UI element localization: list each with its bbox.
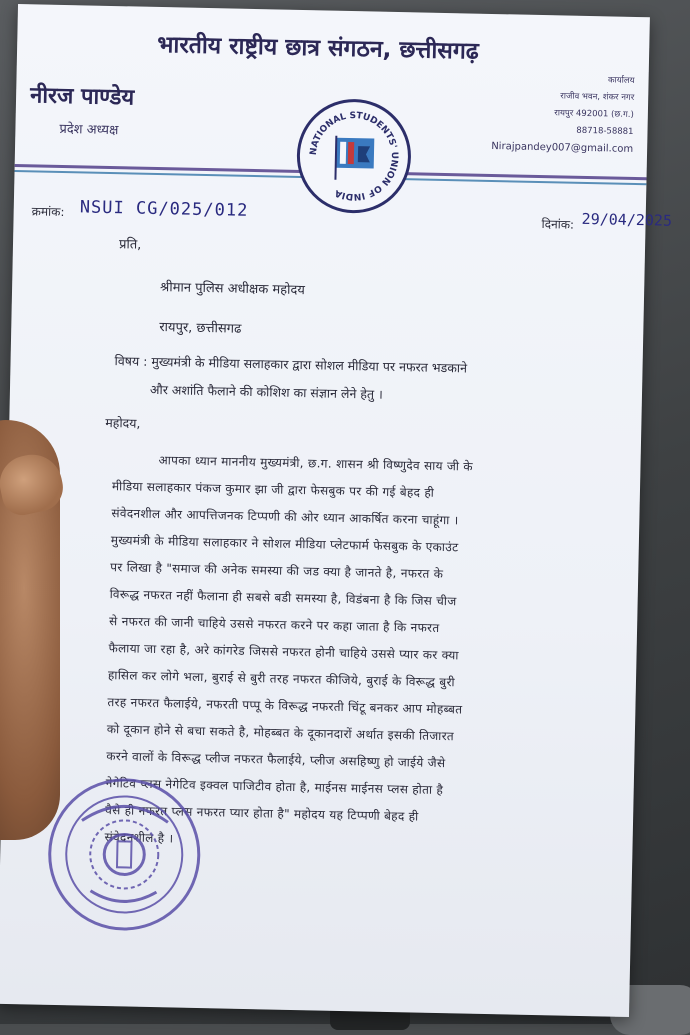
recipient-to: प्रति, [118,237,142,253]
body-line: मीडिया सलाहकार पंकज कुमार झा जी द्वारा फेसबुक पर की गई बेहद ही [111,479,435,500]
body-line: तरह नफरत फैलाईये, नफरती पप्पू के विरूद्ध नफरती चिंटू बनकर आप मोहब्बत [107,695,463,717]
body-line: संवेदनशील और आपत्तिजनक टिप्पणी की ओर ध्यान आकर्षित करना चाहूंगा । [111,506,459,528]
letter-page [0,4,673,1017]
body-line: फैलाया जा रहा है, अरे कांगरेड जिससे नफरत होनी चाहिये उससे प्यार कर क्या [108,641,459,663]
recipient-line1: श्रीमान पुलिस अधीक्षक महोदय [159,280,306,299]
office-line1: राजीव भवन, शंकर नगर [560,91,635,103]
subject-line2: और अशांति फैलाने की कोशिश का संज्ञान लेने हेतु । [149,381,384,402]
body-line: हासिल कर लोगे भला, बुराई से बुरी तरह नफरत कीजिये, बुराई के विरूद्ध बुरी [107,668,456,690]
office-email: Nirajpandey007@gmail.com [491,140,634,155]
body-line: पर लिखा है "समाज की अनेक समस्या की जड क्या है जानते है, नफरत के [110,560,444,582]
date-value: 29/04/2025 [581,209,673,230]
reference-number: NSUI CG/025/012 [79,197,249,221]
body-line: आपका ध्यान माननीय मुख्यमंत्री, छ.ग. शासन श्री विष्णुदेव साय जी के [158,453,474,474]
round-office-stamp-icon [47,777,202,932]
reference-label: क्रमांक: [31,204,65,220]
body-line: को दूकान होने से बचा सकते है, मोहब्बत के दूकानदारों अर्थात इसकी तिजारत [106,722,455,744]
body-line: वैसे ही नफरत प्लस नफरत प्यार होता है" महोदय यह टिप्पणी बेहद ही [105,803,419,824]
recipient-line2: रायपुर, छत्तीसगढ [159,320,242,337]
date-label: दिनांक: [541,217,575,232]
office-address [491,70,635,158]
body-line: मुख्यमंत्री के मीडिया सलाहकार ने सोशल मीडिया प्लेटफार्म फेसबुक के एकाउंट [110,533,459,555]
subject-line1: विषय : मुख्यमंत्री के मीडिया सलाहकार द्वारा सोशल मीडिया पर नफरत भडकाने [114,353,468,376]
body-line: से नफरत की जानी चाहिये उससे नफरत करने पर कहा जाता है कि नफरत [108,614,440,635]
office-label: कार्यालय [607,75,635,86]
nsui-flag-seal-icon [296,98,412,214]
svg-text:NATIONAL STUDENTS' UNION OF IN: NATIONAL STUDENTS' UNION OF INDIA [308,111,399,202]
body-line: विरूद्ध नफरत नहीं फैलाना ही सबसे बडी समस्या है, विडंबना है कि जिस चीज [109,587,457,609]
body-line: नेगेटिव प्लस नेगेटिव इक्वल पाजिटीव होता है, माईनस माईनस प्लस होता है [105,776,444,798]
organization-title: भारतीय राष्ट्रीय छात्र संगठन, छत्तीसगढ़ [156,31,480,65]
office-phone: 88718-58881 [576,125,634,137]
office-line2: रायपुर 492001 (छ.ग.) [554,108,634,120]
body-line: करने वालों के विरूद्ध प्लीज नफरत फैलाईये, प्लीज असहिष्णु हो जाईये जैसे [106,749,446,771]
salutation: महोदय, [105,414,141,431]
body-line: संवेदनशील है । [104,830,174,846]
signatory-name: नीरज पाण्डेय [29,83,135,111]
signatory-designation: प्रदेश अध्यक्ष [59,121,119,139]
